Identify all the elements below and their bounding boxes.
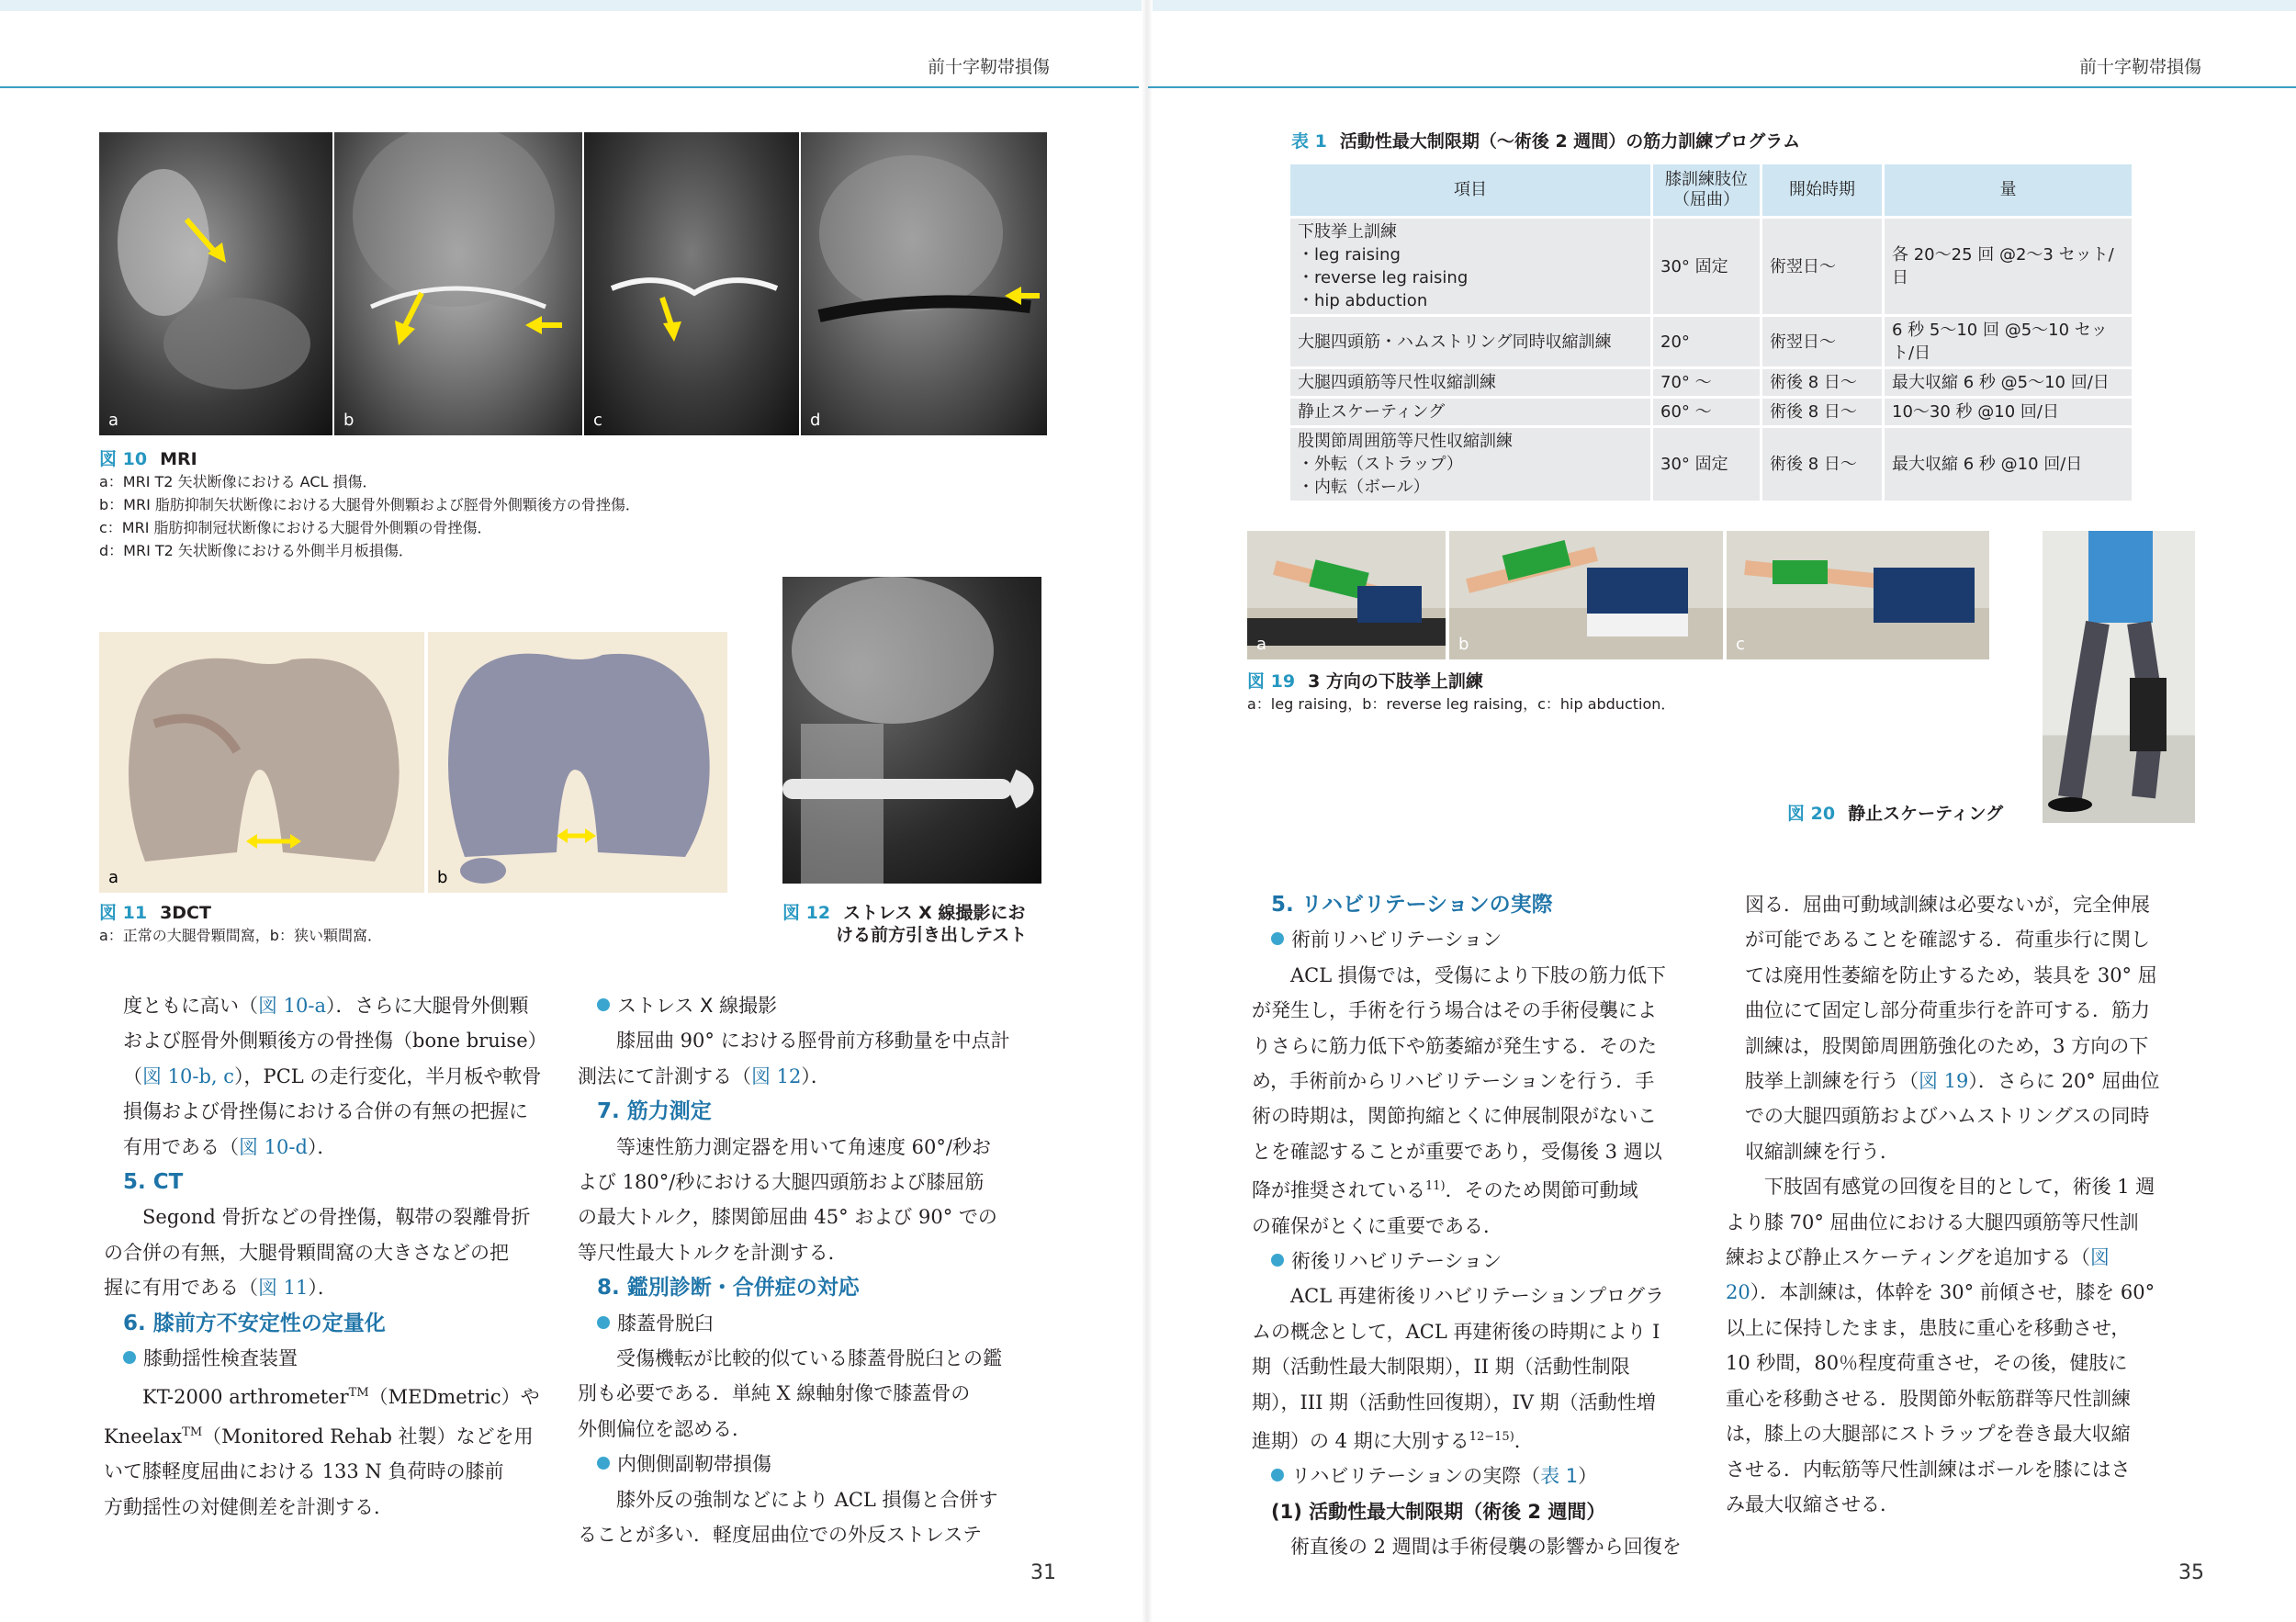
mri-image-c [584, 132, 799, 435]
fig20-title: 静止スケーティング [1848, 804, 2004, 824]
paragraph: ACL 損傷では，受傷により下肢の筋力低下 が発生し，手術を行う場合はその手術侵襲によ りさらに筋力低下や筋萎縮が発生する．そのた め，手術前からリハビリテーションを行う．手 術の時期は，関節拘縮とくに伸展制限がないこ とを確認することが重要であり，受傷後 3 週以 降が推奨されている$^{11)}$．そのため関節可動域 の確保がとくに重要である． [1252, 963, 1666, 1237]
mri-panel-c [584, 132, 799, 435]
table-row [1290, 399, 2132, 425]
exercise-photo-a-label: a [1256, 635, 1267, 654]
fig11-caption [99, 902, 742, 947]
bullet-icon [123, 1351, 136, 1364]
table-cell: 70° 〜 [1653, 369, 1760, 396]
bullet-icon [1271, 1254, 1284, 1267]
paragraph: KT-2000 arthrometer™（MEDmetric）や Kneelax™（Monitored Rehab 社製）などを用 いて膝軽度屈曲における 133 N 負荷時の膝前 方動揺性の対健側差を計測する． [104, 1386, 540, 1518]
right-text-column-1 [1252, 887, 1730, 1565]
table-cell: 大腿四頭筋・ハムストリング同時収縮訓練 [1290, 317, 1650, 366]
figure-link[interactable]: 図 11 [258, 1277, 309, 1300]
table-row [1290, 317, 2132, 366]
section-heading-ct: 5. CT [123, 1170, 184, 1195]
right-running-head: 前十字靭帯損傷 [2079, 57, 2202, 77]
fig10-caption-b: b：MRI 脂肪抑制矢状断像における大腿骨外側顆および脛骨外側顆後方の骨挫傷． [99, 496, 640, 513]
bullet-icon [597, 1316, 610, 1329]
table-cell: 下肢挙上訓練 ・leg raising ・reverse leg raising ・hip abduction [1290, 219, 1650, 314]
fig12-caption [782, 902, 1049, 946]
table-cell: 術翌日〜 [1762, 219, 1882, 314]
paragraph: 度ともに高い（図 10-a）．さらに大腿骨外側顆 および脛骨外側顆後方の骨挫傷（bone bruise） （図 10-b, c），PCL の走行変化，半月板や軟骨 損傷および骨挫傷における合併の有無の把握に 有用である（図 10-d）． [123, 995, 547, 1158]
mri-panel-a [99, 132, 332, 435]
mri-panel-b-label: b [343, 411, 355, 430]
table-header-cell: 開始時期 [1762, 164, 1882, 216]
mri-panel-d [801, 132, 1047, 435]
mri-panel-a-label: a [108, 411, 119, 430]
fig11-number: 図 11 [99, 903, 148, 923]
table-row [1290, 219, 2132, 314]
table-cell: 30° 固定 [1653, 428, 1760, 501]
subheading: 術前リハビリテーション [1271, 922, 1730, 957]
section-heading-instability: 6. 膝前方不安定性の定量化 [123, 1311, 386, 1335]
figure-link[interactable]: 図 10-a [258, 995, 327, 1017]
fig12-title-line1: ストレス X 線撮影にお [843, 903, 1026, 923]
paragraph: 膝外反の強制などにより ACL 損傷と合併す ることが多い．軽度屈曲位での外反ストレステ [578, 1488, 998, 1547]
figure-link[interactable]: 20 [1726, 1281, 1750, 1304]
right-text-column-2 [1726, 887, 2204, 1522]
fig19-title: 3 方向の下肢挙上訓練 [1308, 671, 1483, 692]
ct-panel-a-label: a [108, 868, 119, 887]
table-cell: 各 20〜25 回 @2〜3 セット/日 [1885, 219, 2132, 314]
table-cell: 30° 固定 [1653, 219, 1760, 314]
right-header-rule [1148, 86, 2296, 88]
static-skating-image [2043, 531, 2195, 823]
fig11-title: 3DCT [160, 903, 211, 923]
table-cell: 10〜30 秒 @10 回/日 [1885, 399, 2132, 425]
bullet-icon [597, 1457, 610, 1470]
fig12-number: 図 12 [782, 903, 831, 923]
table-row [1290, 369, 2132, 396]
table-cell: 大腿四頭筋等尺性収縮訓練 [1290, 369, 1650, 396]
table-cell: 術後 8 日〜 [1762, 399, 1882, 425]
fig10-caption-d: d：MRI T2 矢状断像における外側半月板損傷． [99, 542, 413, 559]
table-cell: 6 秒 5〜10 回 @5〜10 セット/日 [1885, 317, 2132, 366]
subheading: 内側側副靭帯損傷 [597, 1447, 1056, 1481]
subheading: ストレス X 線撮影 [597, 988, 1056, 1023]
paragraph: 術直後の 2 週間は手術侵襲の影響から回復を [1290, 1536, 1682, 1559]
book-gutter [1142, 0, 1153, 1622]
mri-image-a [99, 132, 332, 435]
table-row [1290, 428, 2132, 501]
figure-link[interactable]: 図 10-d [239, 1135, 308, 1158]
table-cell: 20° [1653, 317, 1760, 366]
table-cell: 最大収縮 6 秒 @5〜10 回/日 [1885, 369, 2132, 396]
left-text-column-1 [104, 988, 582, 1525]
subheading: 術後リハビリテーション [1271, 1244, 1730, 1278]
fig10-caption-c: c：MRI 脂肪抑制冠状断像における大腿骨外側顆の骨挫傷． [99, 519, 492, 536]
exercise-photo-a [1247, 531, 1446, 659]
fig20-caption [1787, 803, 2035, 825]
fig19-caption-text: a：leg raising，b：reverse leg raising，c：hip abduction． [1247, 695, 1676, 713]
subheading: 膝蓋骨脱臼 [597, 1306, 1056, 1341]
bullet-icon [597, 998, 610, 1011]
paragraph: ACL 再建術後リハビリテーションプログラ ムの概念として，ACL 再建術後の時期により I 期（活動性最大制限期），II 期（活動性制限 期），III 期（活動性回復期），IV 期（活動性増 進期）の 4 期に大別する$^{12-15)}$． [1252, 1285, 1664, 1453]
left-page-number: 31 [1030, 1561, 1056, 1584]
leg-raising-image [1247, 531, 1446, 659]
table-cell: 最大収縮 6 秒 @10 回/日 [1885, 428, 2132, 501]
table1-caption [1291, 130, 2118, 152]
paragraph: 膝屈曲 90° における脛骨前方移動量を中点計 測法にて計測する（図 12）． [578, 1030, 1010, 1087]
section-heading-rehabilitation: 5. リハビリテーションの実際 [1271, 893, 1553, 917]
fig20-number: 図 20 [1787, 804, 1836, 824]
bullet-icon [1271, 932, 1284, 945]
ct-panel-b [428, 632, 727, 893]
hip-abduction-image [1727, 531, 1989, 659]
table-cell: 股関節周囲筋等尺性収縮訓練 ・外転（ストラップ） ・内転（ボール） [1290, 428, 1650, 501]
table-header-cell: 膝訓練肢位 （屈曲） [1653, 164, 1760, 216]
table-cell: 60° 〜 [1653, 399, 1760, 425]
figure-link[interactable]: 図 [2089, 1246, 2110, 1269]
fig10-caption-a: a：MRI T2 矢状断像における ACL 損傷． [99, 473, 377, 490]
paragraph: 受傷機転が比較的似ている膝蓋骨脱臼との鑑 別も必要である．単純 X 線軸射像で膝蓋骨の 外側偏位を認める． [578, 1347, 1002, 1440]
paragraph: 等速性筋力測定器を用いて角速度 60°/秒お よび 180°/秒における大腿四頭筋および膝屈筋 の最大トルク，膝関節屈曲 45° および 90° での 等尺性最大トルクを計測する． [578, 1135, 997, 1264]
ct-panel-b-label: b [437, 868, 448, 887]
exercise-photo-c-label: c [1736, 635, 1745, 654]
exercise-photo-c [1727, 531, 1989, 659]
mri-panel-b [334, 132, 582, 435]
fig12-title-line2: ける前方引き出しテスト [836, 925, 1028, 945]
paragraph: 下肢固有感覚の回復を目的として，術後 1 週 より膝 70° 屈曲位における大腿四頭筋等尺性訓 練および静止スケーティングを追加する（図 20）．本訓練は，体幹を 30° 前傾させ，膝を 60° 以上に保持したまま，患肢に重心を移動させ， 10 秒間，80％程度荷重させ，その後，健肢に 重心を移動させる．股関節外転筋群等尺性訓練 は，膝上の大腿部にストラップを巻き最大収縮 させる．内転筋等尺性訓練はボールを膝にはさ み最大収縮させる． [1726, 1176, 2155, 1515]
table-header-row [1290, 164, 2132, 216]
mri-panel-c-label: c [593, 411, 602, 430]
numbered-subheading: (1) 活動性最大制限期（術後 2 週間） [1271, 1500, 1606, 1523]
fig19-caption [1247, 670, 2000, 715]
section-heading-strength: 7. 筋力測定 [597, 1099, 712, 1124]
table-cell: 術翌日〜 [1762, 317, 1882, 366]
figure-link[interactable]: 図 19 [1919, 1070, 1969, 1093]
fig11-caption-text: a：正常の大腿骨顆間窩，b：狭い顆間窩． [99, 927, 382, 944]
training-program-table [1288, 162, 2134, 503]
skating-photo [2043, 531, 2195, 823]
paragraph: Segond 骨折などの骨挫傷，靱帯の裂離骨折 の合併の有無，大腿骨顆間窩の大きさなどの把 握に有用である（図 11）． [104, 1206, 531, 1300]
exercise-photo-b-label: b [1458, 635, 1469, 654]
figure-link[interactable]: 図 12 [751, 1064, 802, 1087]
table-cell: 静止スケーティング [1290, 399, 1650, 425]
bullet-icon [1271, 1469, 1284, 1481]
reverse-leg-raising-image [1449, 531, 1723, 659]
figure-link[interactable]: 図 10-b, c [142, 1064, 235, 1087]
fig19-number: 図 19 [1247, 671, 1296, 692]
fig10-caption [99, 448, 1054, 562]
left-text-column-2 [578, 988, 1056, 1552]
xray-knee-image [782, 577, 1041, 884]
table-header-cell: 項目 [1290, 164, 1650, 216]
table-cell: 術後 8 日〜 [1762, 428, 1882, 501]
left-running-head: 前十字靭帯損傷 [928, 57, 1051, 77]
table-link[interactable]: 表 1 [1540, 1465, 1579, 1488]
ct-femur-normal [99, 632, 424, 893]
fig10-title: MRI [160, 449, 197, 469]
table-header-cell: 量 [1885, 164, 2132, 216]
mri-panel-d-label: d [810, 411, 821, 430]
table-cell: 術後 8 日〜 [1762, 369, 1882, 396]
section-heading-differential: 8. 鑑別診断・合併症の対応 [597, 1276, 860, 1301]
table1-title: 活動性最大制限期（〜術後 2 週間）の筋力訓練プログラム [1339, 131, 1801, 152]
fig10-number: 図 10 [99, 449, 148, 469]
exercise-photo-b [1449, 531, 1723, 659]
table1-number: 表 1 [1291, 131, 1327, 152]
subheading: 膝動揺性検査装置 [123, 1341, 582, 1376]
subheading: リハビリテーションの実際（表 1） [1271, 1459, 1730, 1493]
left-header-rule [0, 86, 1139, 88]
ct-femur-narrow [428, 632, 727, 893]
mri-image-d [801, 132, 1047, 435]
ct-panel-a [99, 632, 424, 893]
paragraph: 図る．屈曲可動域訓練は必要ないが，完全伸展 が可能であることを確認する．荷重歩行に関し ては廃用性萎縮を防止するため，装具を 30° 屈 曲位にて固定し部分荷重歩行を許可する．筋力 訓練は，股関節周囲筋強化のため，3 方向の下 肢挙上訓練を行う（図 19）．さらに 20° 屈曲位 での大腿四頭筋およびハムストリングスの同時 収縮訓練を行う． [1745, 894, 2160, 1163]
mri-image-b [334, 132, 582, 435]
xray-photo [782, 577, 1041, 884]
right-page-number: 35 [2178, 1561, 2204, 1584]
